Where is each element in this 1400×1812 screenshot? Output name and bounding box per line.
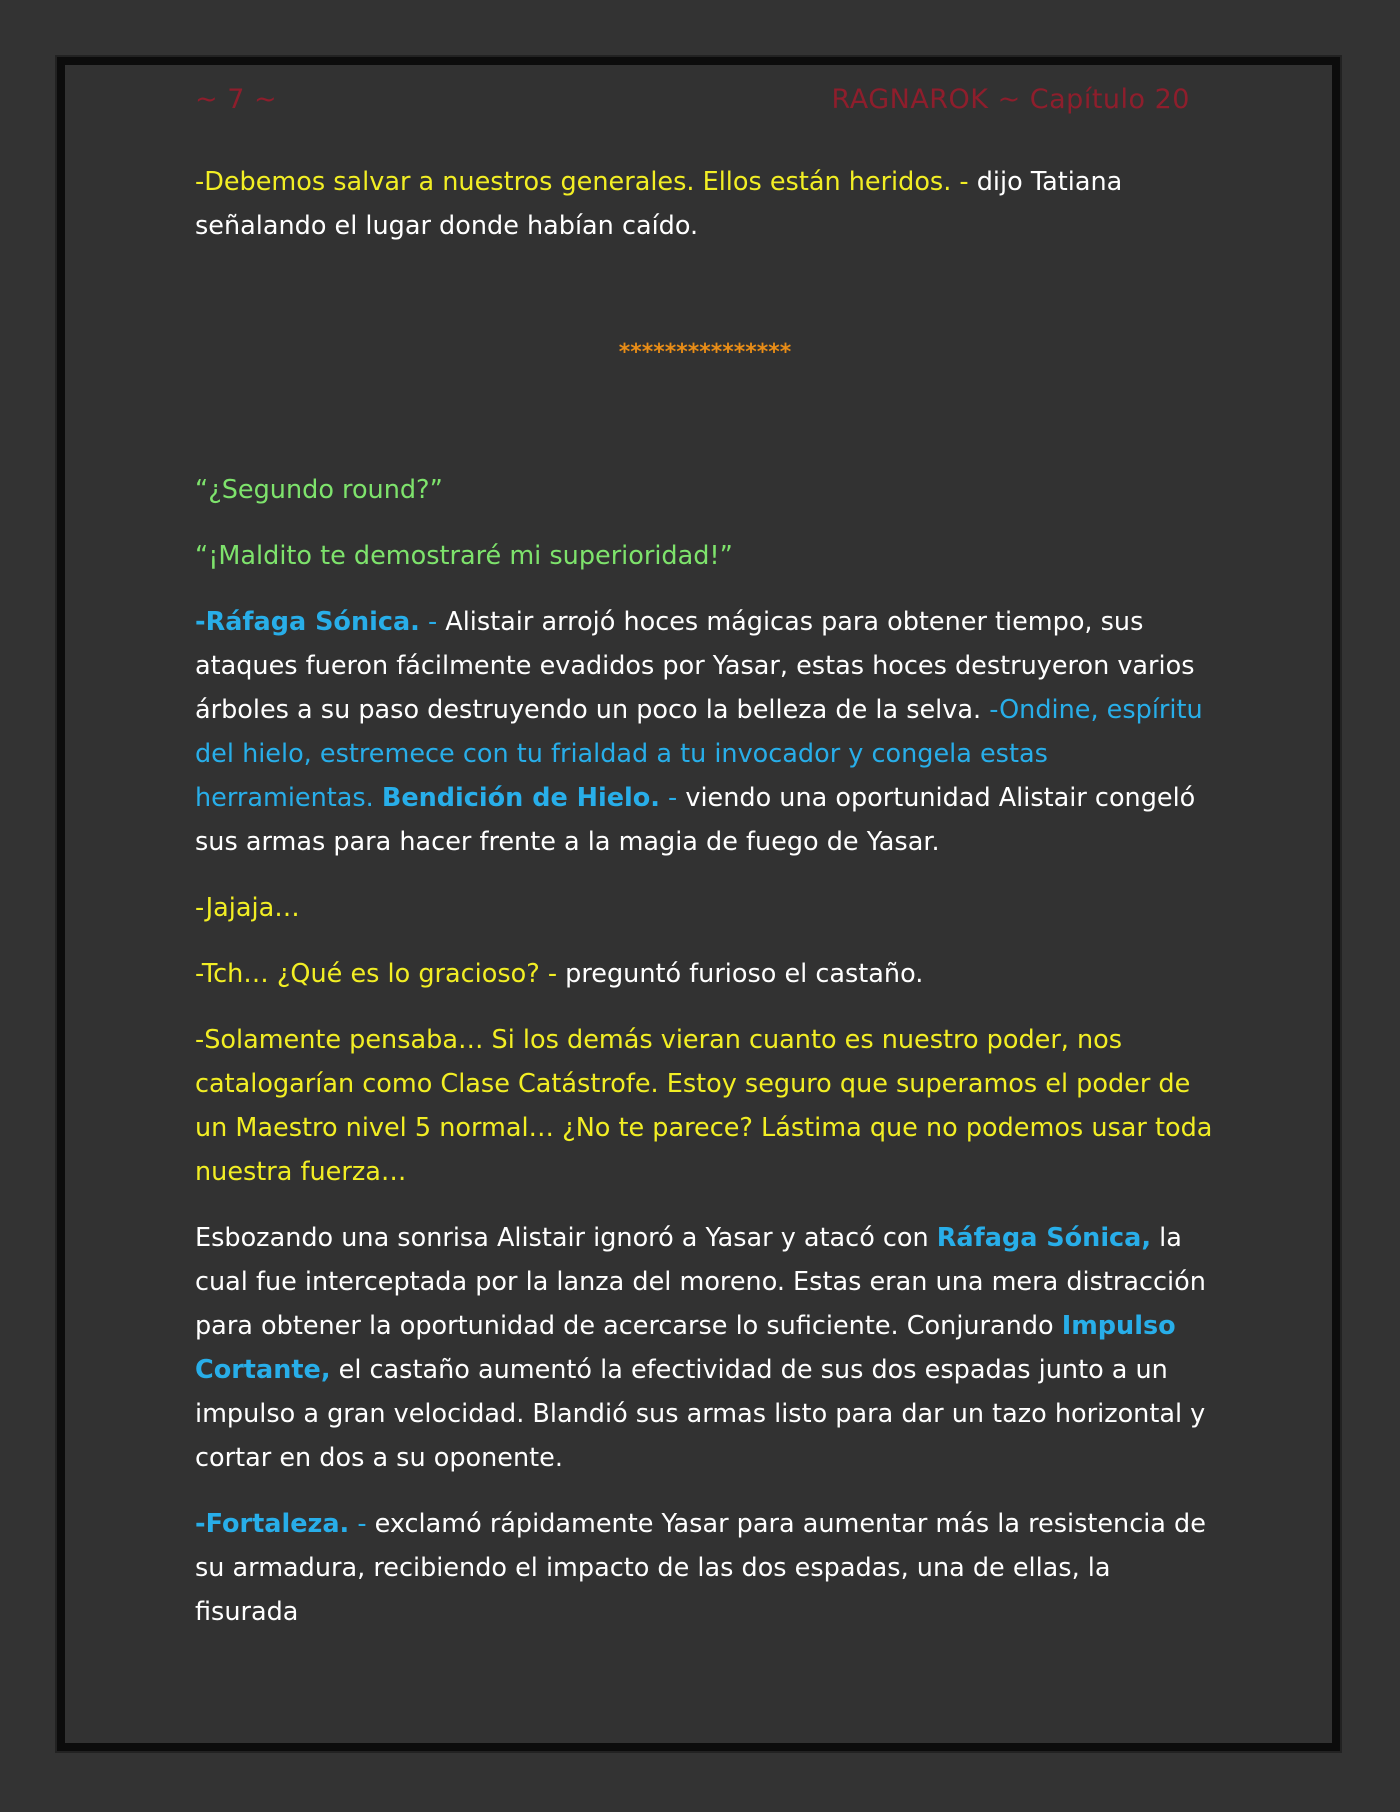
paragraph-tatiana: [195, 160, 1215, 248]
dash: -: [951, 167, 977, 197]
narration: preguntó furioso el castaño.: [565, 959, 924, 989]
narration: cual fue interceptada por la lanza del moreno. Estas eran una mera distracción: [195, 1267, 1206, 1297]
dialogue: -Tch… ¿Qué es lo gracioso?: [195, 959, 540, 989]
dialogue: catalogarían como Clase Catástrofe. Estoy seguro que superamos el poder de: [195, 1069, 1191, 1099]
page-number: ~ 7 ~: [195, 84, 278, 115]
thought-line: “¡Maldito te demostraré mi superioridad!”: [195, 541, 733, 571]
narration: viendo una oportunidad Alistair congeló: [685, 783, 1196, 813]
narration: el castaño aumentó la efectividad de sus dos espadas junto a un: [330, 1355, 1168, 1385]
narration: exclamó rápidamente Yasar para aumentar más la resistencia de: [374, 1509, 1206, 1539]
page-body: [195, 160, 1215, 1634]
incantation: del hielo, estremece con tu frialdad a tu invocador y congela estas: [195, 739, 1048, 769]
narration: cortar en dos a su oponente.: [195, 1443, 563, 1473]
narration: impulso a gran velocidad. Blandió sus armas listo para dar un tazo horizontal y: [195, 1399, 1206, 1429]
narration: para obtener la oportunidad de acercarse lo suficiente. Conjurando: [195, 1311, 1062, 1341]
narration: Alistair arrojó hoces mágicas para obtener tiempo, sus: [445, 607, 1144, 637]
paragraph-fortaleza: [195, 1502, 1215, 1634]
dash: -: [419, 607, 446, 637]
narration: la: [1151, 1223, 1182, 1253]
narration: ataques fueron fácilmente evadidos por Yasar, estas hoces destruyeron varios: [195, 651, 1195, 681]
paragraph-yasar-dialogue: [195, 1018, 1215, 1194]
paragraph-alistair-attack: [195, 600, 1215, 864]
narration: Esbozando una sonrisa Alistair ignoró a Yasar y atacó con: [195, 1223, 937, 1253]
running-title: RAGNAROK ~ Capítulo 20: [831, 84, 1190, 115]
spell-name: Impulso: [1061, 1311, 1176, 1341]
spell-name: Bendición de Hielo.: [381, 783, 660, 813]
narration: sus armas para hacer frente a la magia de fuego de Yasar.: [195, 827, 940, 857]
dialogue: -Solamente pensaba… Si los demás vieran cuanto es nuestro poder, nos: [195, 1025, 1123, 1055]
scene-separator: ***************: [618, 340, 792, 365]
dialogue: -Debemos salvar a nuestros generales. Ellos están heridos.: [195, 167, 952, 197]
paragraph-esbozando: [195, 1216, 1215, 1480]
narration: árboles a su paso destruyendo un poco la belleza de la selva.: [195, 695, 990, 725]
thought-line: “¿Segundo round?”: [195, 475, 443, 505]
spell-name: Ráfaga Sónica,: [936, 1223, 1152, 1253]
narration: su armadura, recibiendo el impacto de las dos espadas, una de ellas, la fisurada: [195, 1553, 1111, 1627]
dash: -: [539, 959, 566, 989]
spell-name: -Ráfaga Sónica.: [195, 607, 420, 637]
paragraph-tch: [195, 952, 1215, 996]
spell-name: -Fortaleza.: [195, 1509, 350, 1539]
incantation: herramientas.: [195, 783, 382, 813]
incantation: -Ondine, espíritu: [989, 695, 1203, 725]
spell-name: Cortante,: [195, 1355, 331, 1385]
dash: -: [349, 1509, 375, 1539]
dialogue: nuestra fuerza…: [195, 1157, 407, 1187]
narration: dijo Tatiana: [976, 167, 1123, 197]
dialogue-line: -Jajaja…: [195, 893, 300, 923]
narration: señalando el lugar donde habían caído.: [195, 211, 699, 241]
dialogue: un Maestro nivel 5 normal… ¿No te parece? Lástima que no podemos usar toda: [195, 1113, 1213, 1143]
dash: -: [659, 783, 686, 813]
